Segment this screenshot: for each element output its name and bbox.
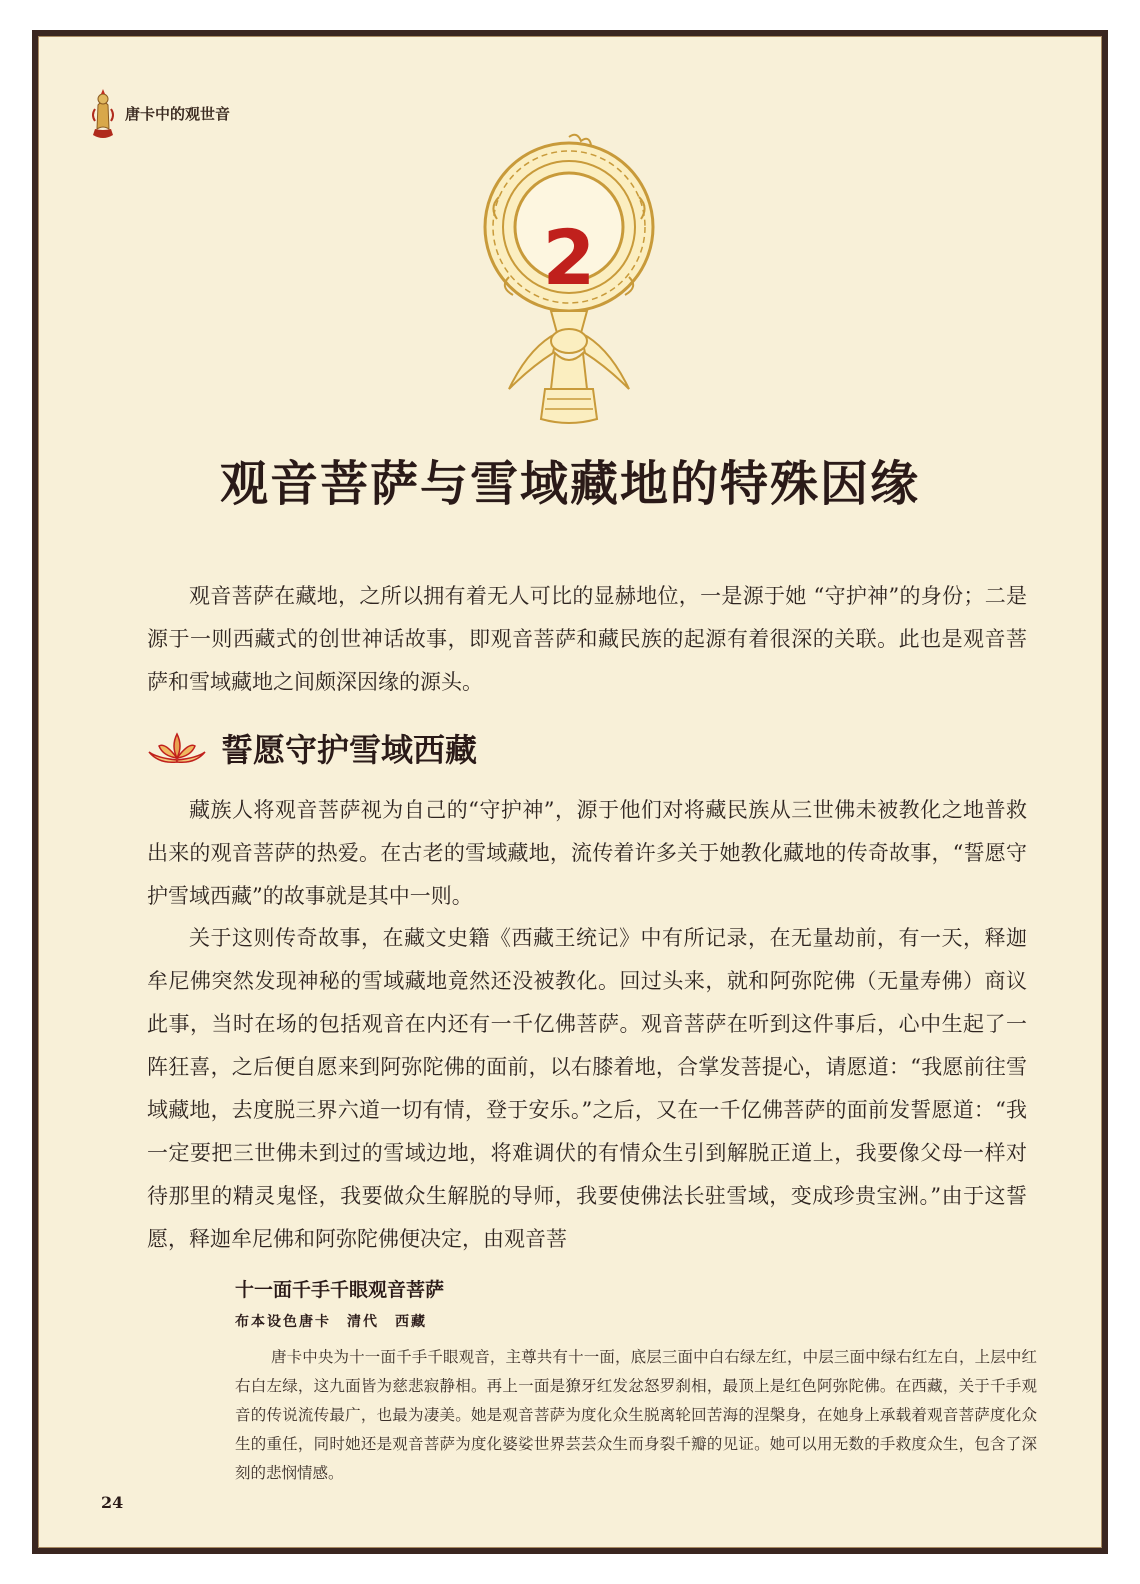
page-number: 24: [101, 1493, 124, 1512]
section-paragraph-2: 关于这则传奇故事，在藏文史籍《西藏王统记》中有所记录，在无量劫前，有一天，释迦牟尼佛突然发现神秘的雪域藏地竟然还没被教化。回过头来，就和阿弥陀佛（无量寿佛）商议此事，当时在场的包括观音在内还有一千亿佛菩萨。观音菩萨在听到这件事后，心中生起了一阵狂喜，之后便自愿来到阿弥陀佛的面前，以右膝着地，合掌发菩提心，请愿道：“我愿前往雪域藏地，去度脱三界六道一切有情，登于安乐。”之后，又在一千亿佛菩萨的面前发誓愿道：“我一定要把三世佛未到过的雪域边地，将难调伏的有情众生引到解脱正道上，我要像父母一样对待那里的精灵鬼怪，我要做众生解脱的导师，我要使佛法长驻雪域，变成珍贵宝洲。”由于这誓愿，释迦牟尼佛和阿弥陀佛便决定，由观音菩: [147, 926, 1027, 1251]
section-title: 誓愿守护雪域西藏: [221, 731, 478, 769]
bodhisattva-figure-icon: [89, 85, 117, 141]
caption-title: 十一面千手千眼观音菩萨: [235, 1279, 445, 1301]
lotus-icon: [147, 728, 207, 768]
caption-body: 唐卡中央为十一面千手千眼观音，主尊共有十一面，底层三面中白右绿左红，中层三面中绿右红左白，上层中红右白左绿，这九面皆为慈悲寂静相。再上一面是獠牙红发忿怒罗刹相，最顶上是红色阿弥陀佛。在西藏，关于千手观音的传说流传最广，也最为凄美。她是观音菩萨为度化众生脱离轮回苦海的涅槃身，在她身上承载着观音菩萨度化众生的重任，同时她还是观音菩萨为度化婆娑世界芸芸众生而身裂千瓣的见证。她可以用无数的手救度众生，包含了深刻的悲悯情感。: [235, 1348, 1037, 1482]
caption-meta: 布本设色唐卡 清代 西藏: [235, 1314, 427, 1330]
section-paragraph-1: 藏族人将观音菩萨视为自己的“守护神”，源于他们对将藏民族从三世佛未被教化之地普救出来的观音菩萨的热爱。在古老的雪域藏地，流传着许多关于她教化藏地的传奇故事，“誓愿守护雪域西藏”的故事就是其中一则。: [147, 798, 1027, 908]
running-header-title: 唐卡中的观世音: [125, 104, 231, 123]
book-page: [38, 36, 1102, 1548]
intro-paragraph: 观音菩萨在藏地，之所以拥有着无人可比的显赫地位，一是源于她 “守护神”的身份；二是源于一则西藏式的创世神话故事，即观音菩萨和藏民族的起源有着很深的关联。此也是观音菩萨和雪域藏地之间颇深因缘的源头。: [147, 584, 1027, 694]
chapter-number: 2: [542, 212, 596, 302]
chapter-title: 观音菩萨与雪域藏地的特殊因缘: [219, 456, 920, 512]
running-header: [89, 85, 230, 141]
page-frame: [32, 30, 1108, 1554]
section-heading: [147, 725, 477, 771]
